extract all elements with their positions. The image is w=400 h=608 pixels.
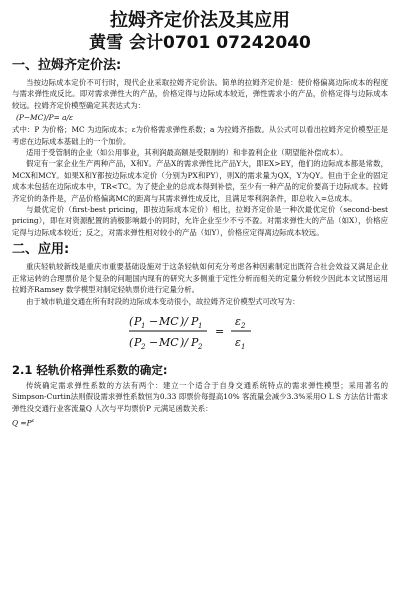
section-1-heading: 一、拉姆齐定价法: xyxy=(12,58,122,73)
formula-left-denominator xyxy=(129,336,203,351)
svg-text:=: = xyxy=(215,324,225,338)
svg-text:ε: ε xyxy=(235,314,241,328)
svg-text:)/: )/ xyxy=(180,335,188,349)
section-2-paragraph-2: 由于城市轨道交通在所有时段的边际成本变动很小，故拉姆齐定价模型式可改写为： xyxy=(26,296,300,306)
section-1-paragraph-5: 与最优定价（first-best pricing，即按边际成本定价）相比，拉姆齐定价是一种次最优定价（second-best pricing），即在对资源配置的消极影响最小的同时，允许企业至少不亏不盈。对需求弹性大的产品（如X），价格应定得与边际成本较近；反之，对需求弹性相对较小的产品（如Y），价格应定得离边际成本较远。 xyxy=(12,205,388,237)
section-2-1-heading: 2.1 轻轨价格弹性系数的确定: xyxy=(12,362,168,377)
svg-text:(: ( xyxy=(129,314,134,328)
svg-text:P: P xyxy=(191,335,199,349)
demand-function-formula xyxy=(12,418,388,427)
formula-right-fraction xyxy=(231,315,251,351)
svg-text:MC: MC xyxy=(159,335,179,349)
svg-text:1: 1 xyxy=(198,321,203,330)
svg-text:2: 2 xyxy=(241,321,246,330)
section-2-paragraph-1: 重庆轻轨较新线是重庆市重要基础设施对于这条轻轨如何充分考虑各种因素制定出既符合社会效益又满足企业正常运转的合理票价是个复杂的问题国内现有的研究大多侧重于定性分析而相关的定量分析较少因此本文试图运用拉姆齐Ramsey 数学模型对制定轻轨票价进行定量分析。 xyxy=(12,262,388,295)
demand-function-base: Q =P xyxy=(12,418,32,428)
section-2-heading: 二、应用: xyxy=(12,242,70,258)
section-1-paragraph-4: 假定有一家企业生产两种产品，X和Y。产品X的需求弹性比产品Y大，即EX>EY，他们的边际成本都是常数，MCX和MCY。如果X和Y都按边际成本定价（分别为PX和PY），则X的需求量为QX，Y为QY。但由于企业的固定成本未包括在边际成本中，TR<TC。为了使企业的总成本得到补偿，至少有一种产品的定价要高于边际成本。拉姆齐定价的条件是，产品价格偏离MC的距离与其需求弹性成反比，且满足零利润条件，即总收入=总成本。 xyxy=(12,159,388,203)
section-1-paragraph-1: 当按边际成本定价不可行时，现代企业采取拉姆齐定价法。简单的拉姆齐定价是：使价格偏离边际成本的程度与需求弹性成反比。即对需求弹性大的产品，价格定得与边际成本较近，弹性需求小的产品，价格定得与边际成本较远。拉姆齐定价模型确定其表达式为： xyxy=(12,78,388,110)
author-line: 黄雪 会计0701 07242040 xyxy=(89,33,311,53)
svg-text:P: P xyxy=(191,314,199,328)
svg-text:−: − xyxy=(149,314,159,328)
svg-text:1: 1 xyxy=(141,321,146,330)
section-1-paragraph-2: 式中：P 为价格；MC 为边际成本；ε为价格需求弹性系数；a 为拉姆齐指数。从公式可以看出拉姆齐定价模型正是考虑在边际成本基础上的一个加价。 xyxy=(12,125,388,146)
svg-text:)/: )/ xyxy=(180,314,188,328)
svg-text:MC: MC xyxy=(159,314,179,328)
svg-text:P: P xyxy=(134,314,142,328)
svg-text:P: P xyxy=(134,335,142,349)
svg-text:2: 2 xyxy=(198,342,203,351)
svg-text:2: 2 xyxy=(141,342,146,351)
document-title: 拉姆齐定价法及其应用 xyxy=(110,10,290,31)
ramsey-ratio-formula xyxy=(12,309,388,355)
formula-left-numerator xyxy=(129,315,202,330)
section-1-paragraph-3: 适用于受管制的企业（如公用事业，其利润最高额是受限制的）和非盈利企业（期望能补偿成本）。 xyxy=(26,148,348,158)
svg-text:1: 1 xyxy=(241,342,246,351)
svg-text:−: − xyxy=(149,335,159,349)
svg-text:ε: ε xyxy=(235,335,241,349)
demand-function-exponent: ε xyxy=(31,418,35,425)
section-2-1-paragraph-1: 传统确定需求弹性系数的方法有两个：建立一个适合于自身交通系统特点的需求弹性模型；采用著名的Simpson-Curtin法则假设需求弹性系数恒为0.33 即票价每提高10% 客流量会减少3.3%采用O L S 方法估计需求弹性没交通行业客流量Q 人次与平均票价P 元满足函数关系： xyxy=(12,380,388,413)
ramsey-formula-inline: (P−MC)/P= a/ε xyxy=(16,113,74,123)
svg-text:(: ( xyxy=(129,335,134,349)
